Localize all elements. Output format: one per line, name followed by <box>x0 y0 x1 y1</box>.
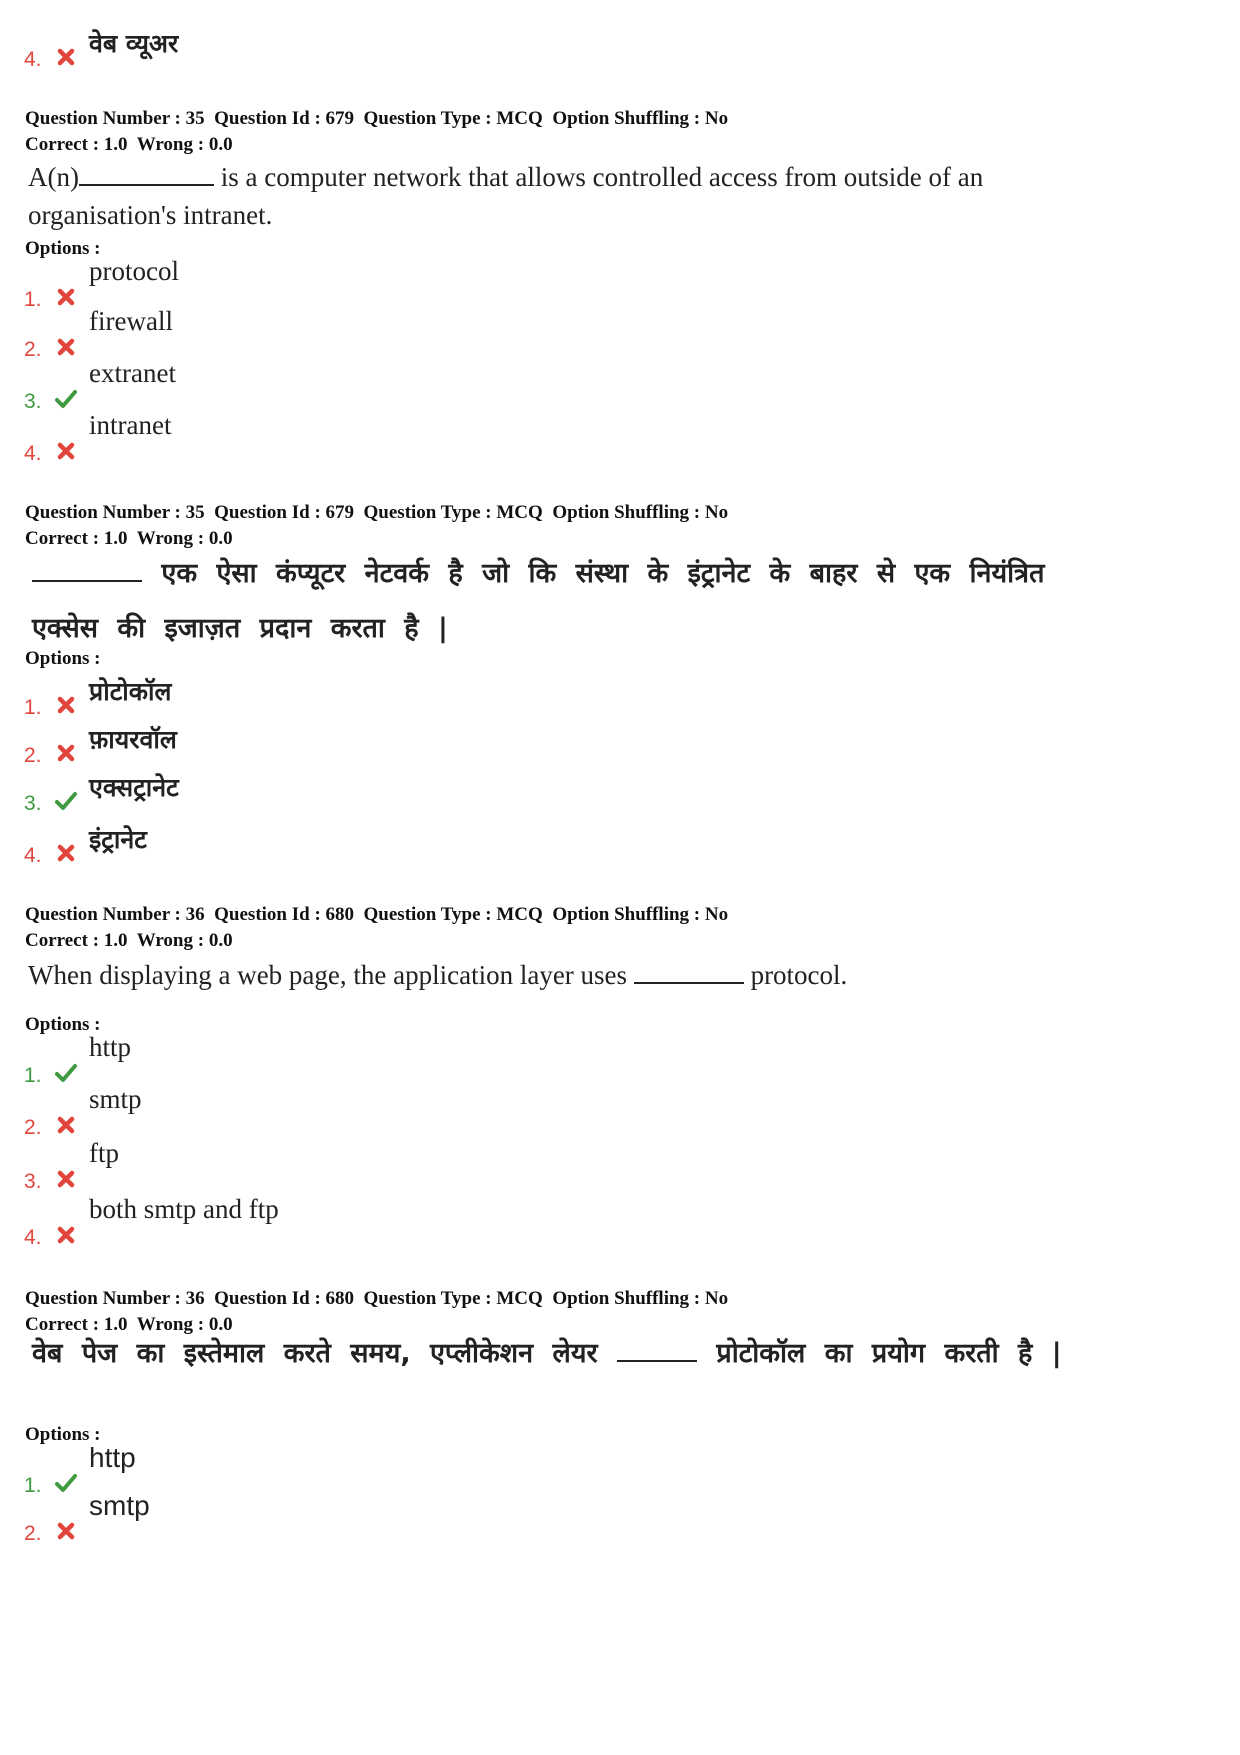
question-id: Question Id : 680 <box>214 904 355 925</box>
question-text <box>32 546 1092 656</box>
question-id: Question Id : 679 <box>214 108 355 129</box>
wrong-marks: Wrong : 0.0 <box>136 1314 233 1335</box>
options-label: Options : <box>25 1424 101 1445</box>
option-number: 2. <box>24 1116 42 1139</box>
wrong-cross-icon <box>55 742 77 764</box>
wrong-cross-icon <box>55 286 77 308</box>
option-item <box>24 410 624 466</box>
option-number: 3. <box>24 390 42 413</box>
question-meta <box>25 1288 728 1310</box>
option-number: 1. <box>24 288 42 311</box>
option-item <box>24 1490 624 1546</box>
option-item <box>24 676 624 720</box>
option-number: 3. <box>24 792 42 815</box>
option-number: 4. <box>24 1226 42 1249</box>
wrong-marks: Wrong : 0.0 <box>136 134 233 155</box>
option-text: both smtp and ftp <box>89 1194 279 1224</box>
question-text-after: एक ऐसा कंप्यूटर नेटवर्क है जो कि संस्था के इंट्रानेट के बाहर से एक नियंत्रित एक्सेस की इजाज़त प्रदान करता है | <box>32 558 1045 644</box>
option-text: एक्सट्रानेट <box>89 773 179 802</box>
option-shuffling: Option Shuffling : No <box>552 502 729 523</box>
wrong-marks: Wrong : 0.0 <box>136 930 233 951</box>
option-text: firewall <box>89 306 173 336</box>
question-type: Question Type : MCQ <box>363 502 543 523</box>
wrong-cross-icon <box>55 842 77 864</box>
question-text <box>32 1332 1092 1376</box>
wrong-cross-icon <box>55 1114 77 1136</box>
wrong-cross-icon <box>55 694 77 716</box>
answer-blank <box>634 956 744 984</box>
option-text: protocol <box>89 256 179 286</box>
question-marks <box>25 134 233 156</box>
answer-blank <box>79 158 214 186</box>
wrong-cross-icon <box>55 1168 77 1190</box>
option-item <box>24 772 624 816</box>
question-number: Question Number : 35 <box>25 108 205 129</box>
option-number: 2. <box>24 338 42 361</box>
option-shuffling: Option Shuffling : No <box>552 108 729 129</box>
option-number: 2. <box>24 744 42 767</box>
option-item <box>24 1194 624 1250</box>
question-text-after: प्रोटोकॉल का प्रयोग करती है | <box>696 1338 1062 1369</box>
question-number: Question Number : 35 <box>25 502 205 523</box>
question-type: Question Type : MCQ <box>363 108 543 129</box>
option-item <box>24 724 624 768</box>
option-shuffling: Option Shuffling : No <box>552 1288 729 1309</box>
question-marks <box>25 930 233 952</box>
option-number: 3. <box>24 1170 42 1193</box>
option-text: intranet <box>89 410 172 440</box>
question-meta <box>25 108 728 130</box>
options-label: Options : <box>25 238 101 259</box>
option-item <box>24 824 624 868</box>
wrong-marks: Wrong : 0.0 <box>136 528 233 549</box>
question-text <box>28 158 1088 234</box>
question-id: Question Id : 680 <box>214 1288 355 1309</box>
option-text: http <box>89 1032 132 1062</box>
option-text: फ़ायरवॉल <box>89 725 177 754</box>
question-text-after: is a computer network that allows controlled access from outside of an organisation's intranet. <box>28 162 984 230</box>
question-meta <box>25 502 728 524</box>
option-number: 1. <box>24 696 42 719</box>
question-text-before: वेब पेज का इस्तेमाल करते समय, एप्लीकेशन लेयर <box>32 1338 617 1369</box>
option-item <box>24 1084 624 1140</box>
correct-marks: Correct : 1.0 <box>25 134 128 155</box>
option-shuffling: Option Shuffling : No <box>552 904 729 925</box>
correct-check-icon <box>55 790 77 812</box>
question-text-before: A(n) <box>28 162 79 192</box>
question-text-before: When displaying a web page, the application layer uses <box>28 960 634 990</box>
answer-blank <box>32 554 142 582</box>
wrong-cross-icon <box>55 1224 77 1246</box>
answer-blank <box>617 1334 697 1362</box>
option-item <box>24 306 624 362</box>
question-number: Question Number : 36 <box>25 904 205 925</box>
option-text: वेब व्यूअर <box>89 29 179 58</box>
option-number: 2. <box>24 1522 42 1545</box>
option-item <box>24 358 624 414</box>
option-item <box>24 1138 624 1194</box>
option-text: extranet <box>89 358 176 388</box>
option-text: smtp <box>89 1084 142 1114</box>
options-label: Options : <box>25 1014 101 1035</box>
question-text <box>28 956 1088 994</box>
question-meta <box>25 904 728 926</box>
wrong-cross-icon <box>55 440 77 462</box>
question-number: Question Number : 36 <box>25 1288 205 1309</box>
correct-marks: Correct : 1.0 <box>25 1314 128 1335</box>
option-text: प्रोटोकॉल <box>89 677 172 706</box>
wrong-cross-icon <box>55 336 77 358</box>
correct-marks: Correct : 1.0 <box>25 930 128 951</box>
option-text: ftp <box>89 1138 119 1168</box>
correct-marks: Correct : 1.0 <box>25 528 128 549</box>
question-text-after: protocol. <box>743 960 848 990</box>
option-number: 4. <box>24 48 42 71</box>
option-text: इंट्रानेट <box>89 825 147 854</box>
wrong-cross-icon <box>55 1520 77 1542</box>
option-number: 4. <box>24 442 42 465</box>
question-type: Question Type : MCQ <box>363 1288 543 1309</box>
option-text: smtp <box>89 1490 150 1521</box>
question-type: Question Type : MCQ <box>363 904 543 925</box>
option-number: 1. <box>24 1474 42 1497</box>
option-number: 1. <box>24 1064 42 1087</box>
option-text: http <box>89 1442 136 1473</box>
options-label: Options : <box>25 648 101 669</box>
option-item <box>24 1032 624 1088</box>
correct-check-icon <box>55 1062 77 1084</box>
option-item <box>24 28 624 72</box>
correct-check-icon <box>55 1472 77 1494</box>
correct-check-icon <box>55 388 77 410</box>
option-number: 4. <box>24 844 42 867</box>
question-id: Question Id : 679 <box>214 502 355 523</box>
wrong-cross-icon <box>55 46 77 68</box>
